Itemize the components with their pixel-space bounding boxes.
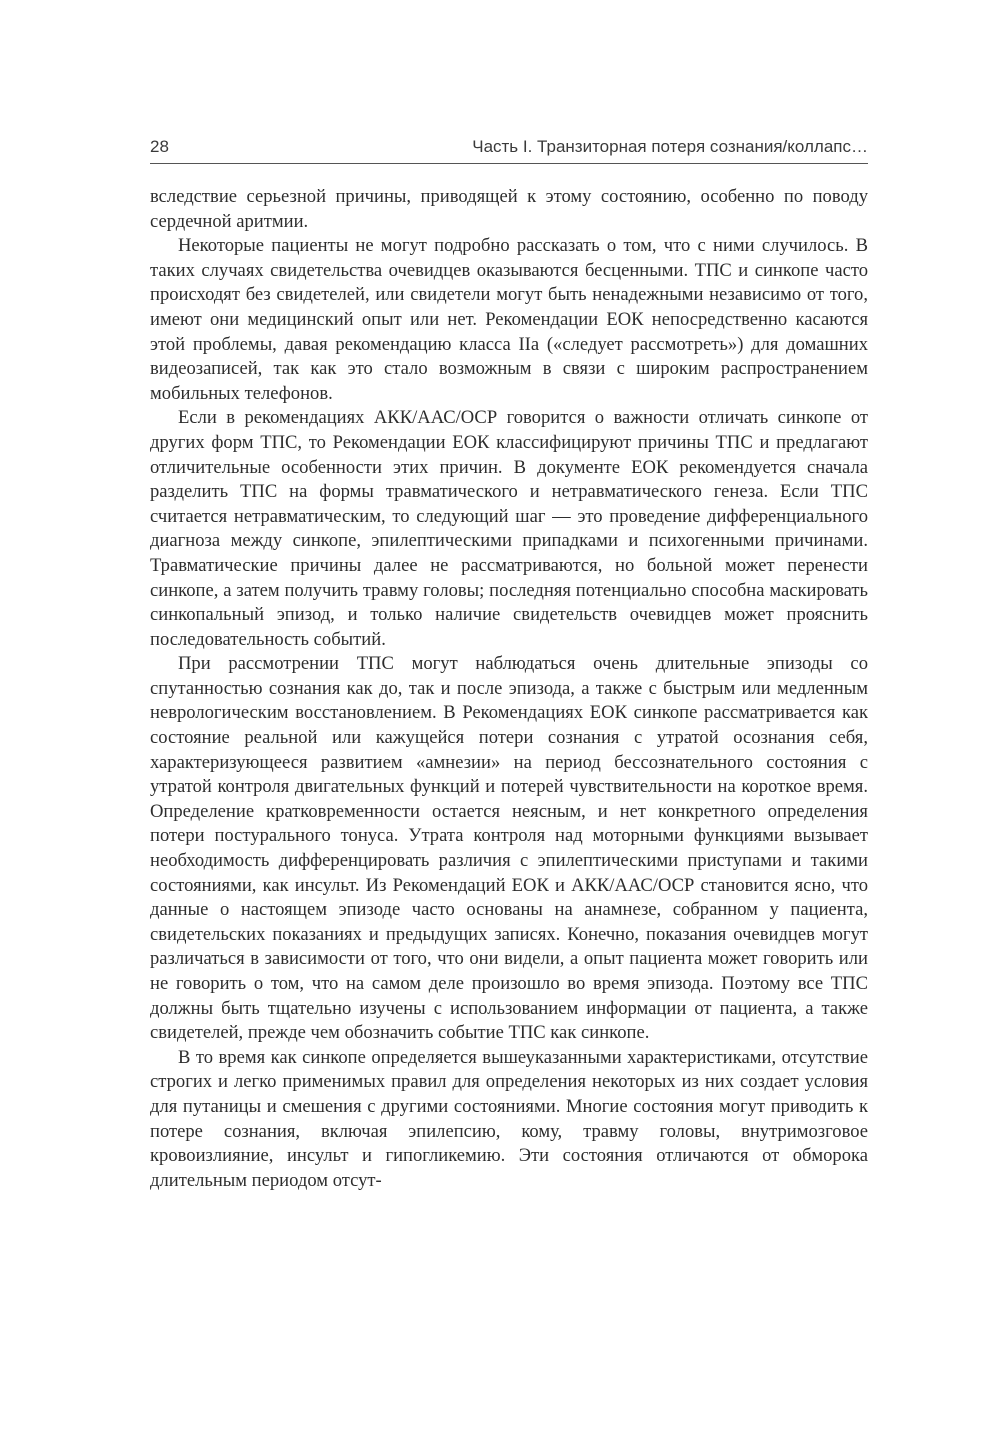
paragraph-2: Некоторые пациенты не могут подробно рассказать о том, что с ними случилось. В таких случаях свидетельства очевидцев оказываются бесценными. ТПС и синкопе часто происходят без свидетелей, или свидетели могут быть ненадежными независимо от того, имеют они медицинский опыт или нет. Рекомендации ЕОК непосредственно касаются этой проблемы, давая рекомендацию класса IIa («следует рассмотреть») для домашних видеозаписей, так как это стало возможным в связи с широким распространением мобильных телефонов.: [150, 235, 868, 404]
paragraph-1: вследствие серьезной причины, приводящей к этому состоянию, особенно по поводу сердечной аритмии.: [150, 186, 868, 232]
body-text: [150, 185, 868, 1193]
book-page: [150, 0, 868, 1429]
page-number: 28: [150, 137, 169, 156]
chapter-title: Часть I. Транзиторная потеря сознания/коллапс…: [472, 137, 868, 156]
paragraph-5: В то время как синкопе определяется вышеуказанными характеристиками, отсутствие строгих и легко применимых правил для определения некоторых из них создает условия для путаницы и смешения с другими состояниями. Многие состояния могут приводить к потере сознания, включая эпилепсию, кому, травму головы, внутримозговое кровоизлияние, инсульт и гипогликемию. Эти состояния отличаются от обморока длительным периодом отсут-: [150, 1046, 868, 1191]
header-divider: [150, 163, 868, 164]
paragraph-4: При рассмотрении ТПС могут наблюдаться очень длительные эпизоды со спутанностью сознания как до, так и после эпизода, а также с быстрым или медленным неврологическим восстановлением. В Рекомендациях ЕОК синкопе рассматривается как состояние реальной или кажущейся потери сознания с утратой осознания себя, характеризующееся развитием «амнезии» на период бессознательного состояния с утратой контроля двигательных функций и потерей чувствительности на короткое время. Определение кратковременности остается неясным, и нет конкретного определения потери постурального тонуса. Утрата контроля над моторными функциями вызывает необходимость дифференцировать различия с эпилептическими приступами и такими состояниями, как инсульт. Из Рекомендаций ЕОК и АКК/ААС/ОСР становится ясно, что данные о настоящем эпизоде часто основаны на анамнезе, собранном у пациента, свидетельских показаниях и предыдущих записях. Конечно, показания очевидцев могут различаться в зависимости от того, что они видели, а опыт пациента может говорить или не говорить о том, что на самом деле произошло во время эпизода. Поэтому все ТПС должны быть тщательно изучены с использованием информации от пациента, а также свидетелей, прежде чем обозначить событие ТПС как синкопе.: [150, 653, 868, 1044]
running-head: [150, 134, 868, 160]
paragraph-3: Если в рекомендациях АКК/ААС/ОСР говорится о важности отличать синкопе от других форм ТПС, то Рекомендации ЕОК классифицируют причины ТПС и предлагают отличительные особенности этих причин. В документе ЕОК рекомендуется сначала разделить ТПС на формы травматического и нетравматического генеза. Если ТПС считается нетравматическим, то следующий шаг — это проведение дифференциального диагноза между синкопе, эпилептическими припадками и психогенными причинами. Травматические причины далее не рассматриваются, но больной может перенести синкопе, а затем получить травму головы; последняя потенциально способна маскировать синкопальный эпизод, и только наличие свидетельств очевидцев может прояснить последовательность событий.: [150, 407, 868, 650]
